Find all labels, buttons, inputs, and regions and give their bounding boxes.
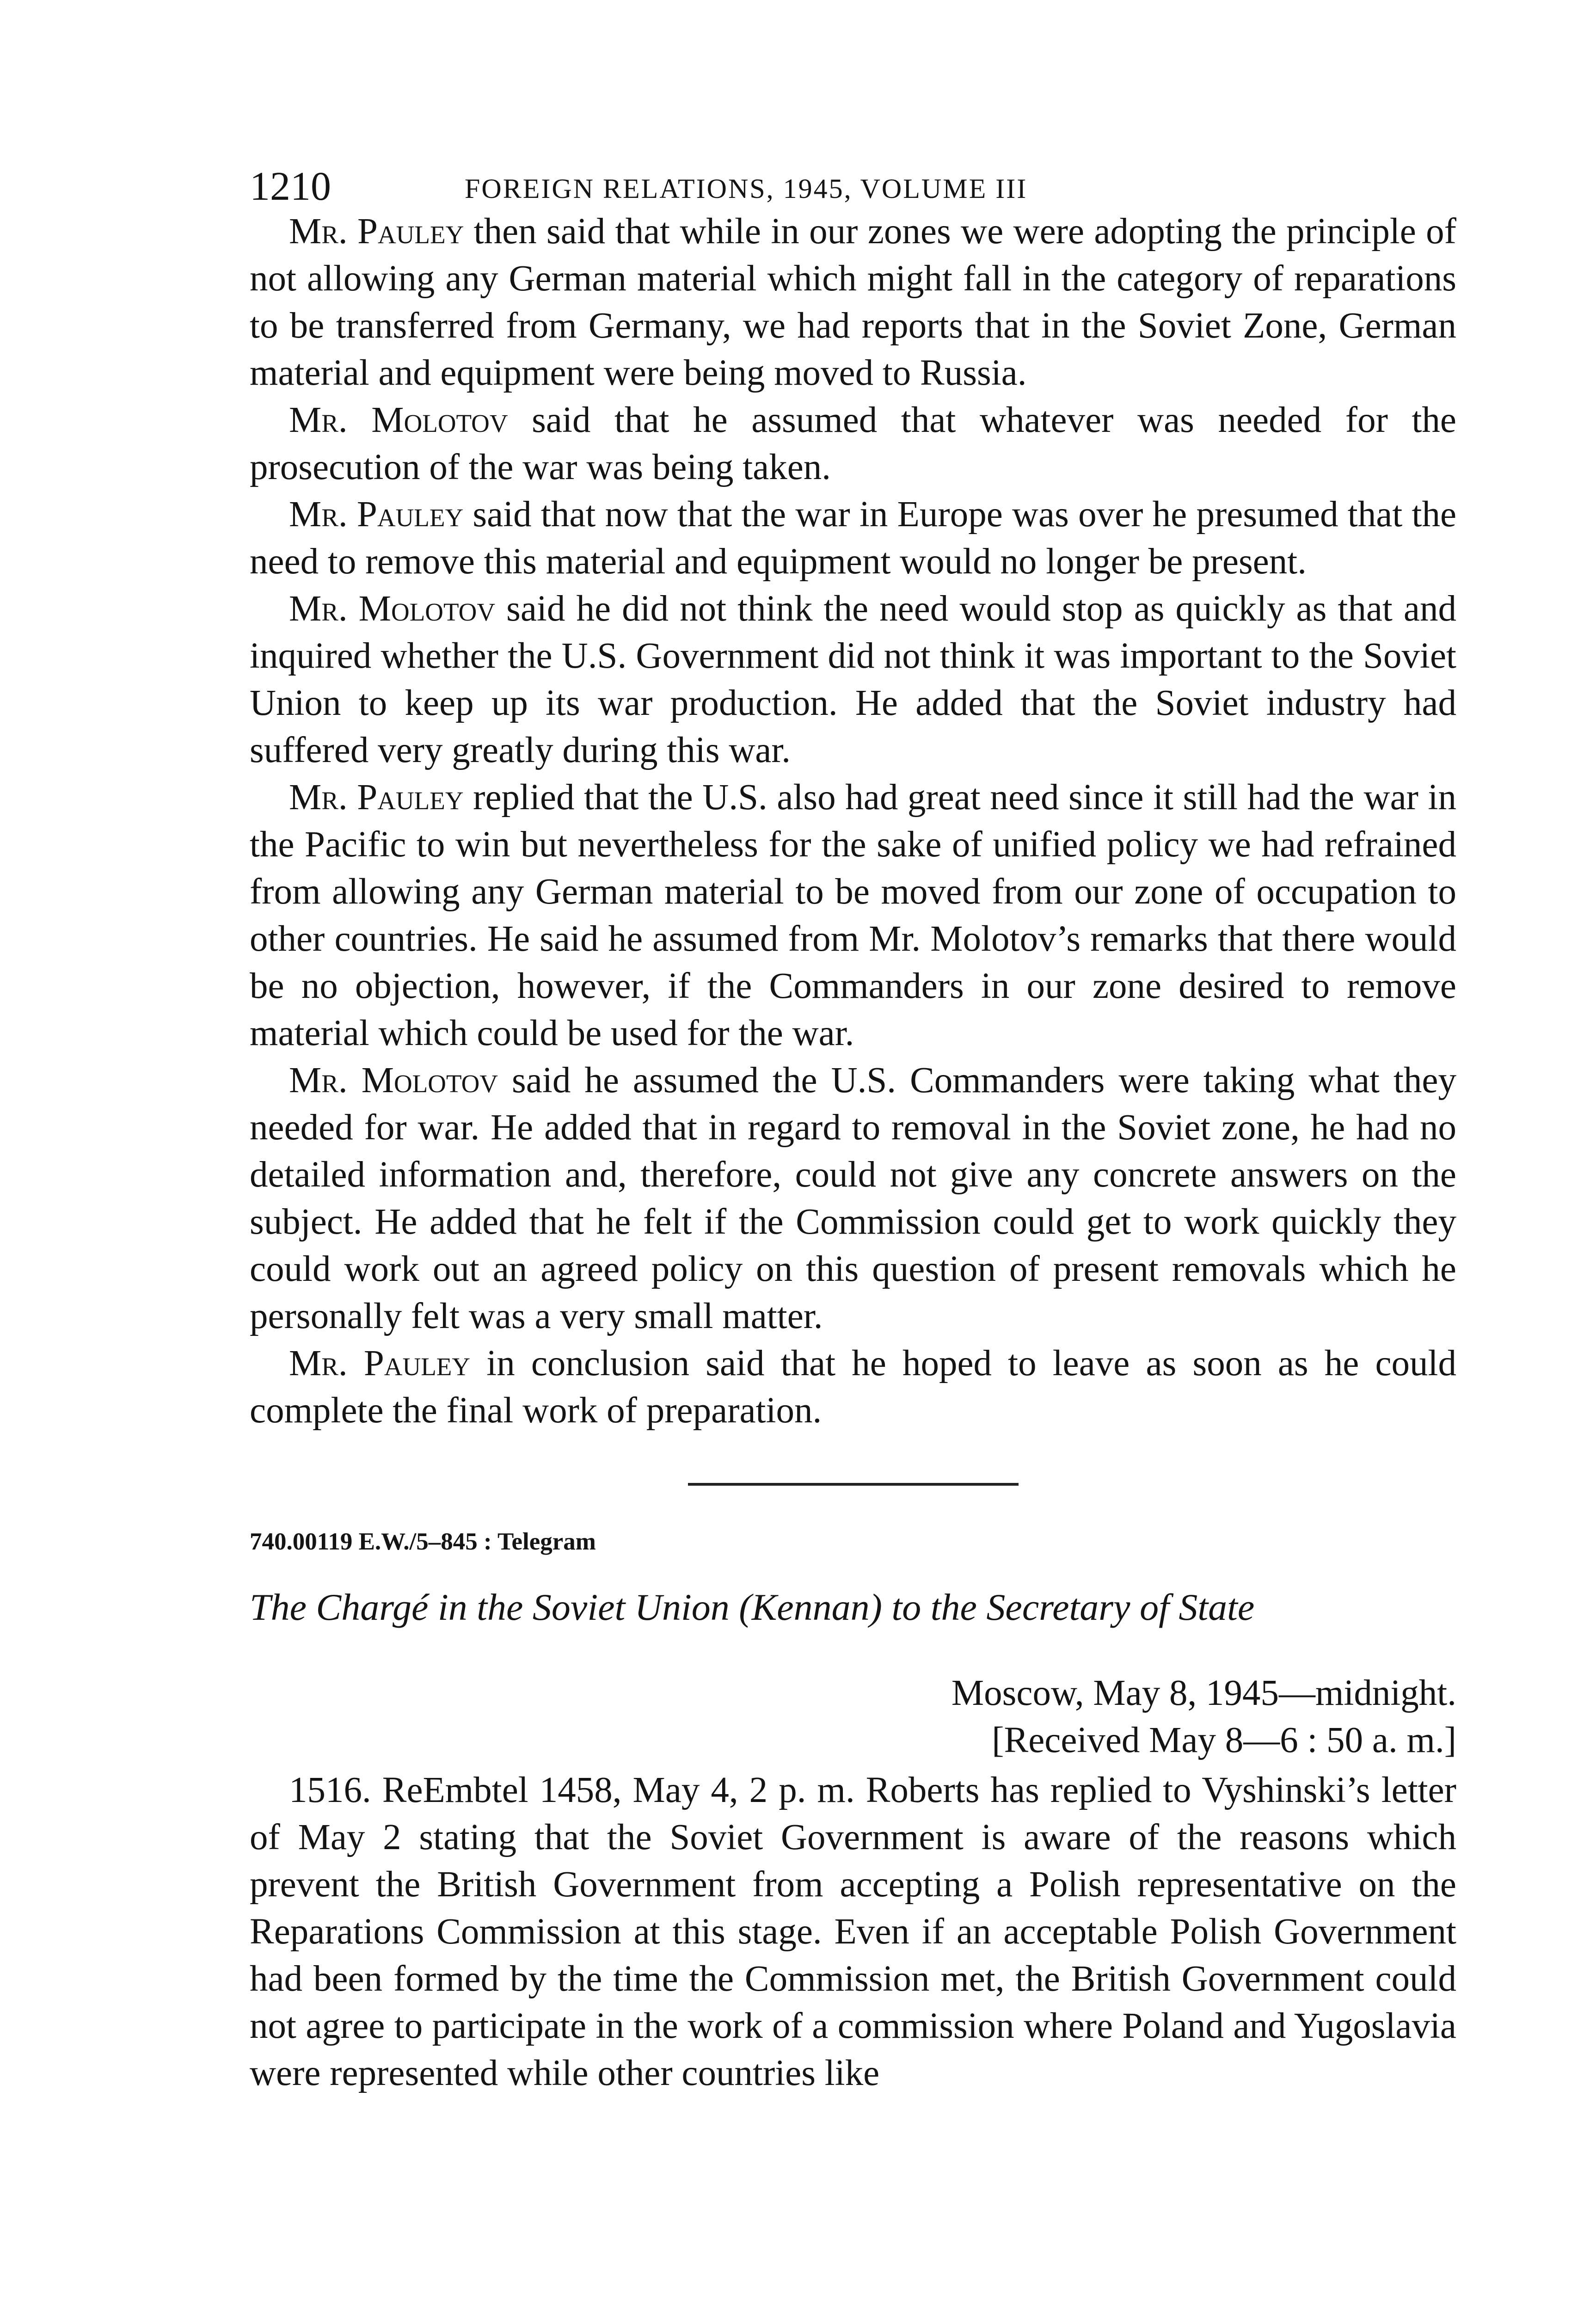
document-title: The Chargé in the Soviet Union (Kennan) to the Secretary of State xyxy=(250,1586,1255,1628)
running-head: FOREIGN RELATIONS, 1945, VOLUME III xyxy=(465,173,1028,204)
paragraph-text: replied that the U.S. also had great need since it still had the war in the Pacific to win but nevertheless for the sake of unified policy we had refrained from allowing any German material to be moved from our zone of occupation to other countries. He said he assumed from Mr. Molotov’s remarks that there would be no objection, however, if the Commanders in our zone desired to remove material which could be used for the war. xyxy=(250,777,1456,1053)
speaker-name: Mr. Pauley xyxy=(289,211,464,252)
speaker-name: Mr. Pauley xyxy=(289,1343,471,1384)
paragraph-text: said he did not think the need would stop as quickly as that and inquired whether the U.S. Government did not think it was important to the Soviet Union to keep up its war production. He added that the Soviet industry had suffered very greatly during this war. xyxy=(250,589,1456,770)
paragraph xyxy=(250,585,1456,774)
paragraph xyxy=(250,1057,1456,1340)
paragraph xyxy=(250,774,1456,1057)
speaker-name: Mr. Molotov xyxy=(289,1060,498,1101)
dateline: Moscow, May 8, 1945—midnight. xyxy=(951,1673,1456,1713)
page-number: 1210 xyxy=(250,164,331,209)
paragraph-text: in conclusion said that he hoped to leave as soon as he could complete the final work of preparation. xyxy=(250,1343,1456,1431)
paragraph xyxy=(250,1340,1456,1434)
telegram-text: 1516. ReEmbtel 1458, May 4, 2 p. m. Roberts has replied to Vyshinski’s letter of May 2 stating that the Soviet Government is aware of the reasons which prevent the British Government from accepting a Polish representative on the Reparations Commission at this stage. Even if an acceptable Polish Government had been formed by the time the Commission met, the British Government could not agree to participate in the work of a commission where Poland and Yugoslavia were represented while other countries like xyxy=(250,1770,1456,2093)
speaker-name: Mr. Pauley xyxy=(289,494,464,535)
file-reference: 740.00119 E.W./5–845 : Telegram xyxy=(250,1528,596,1555)
section-divider xyxy=(688,1483,1019,1486)
document-page xyxy=(250,139,1456,2097)
paragraph xyxy=(250,491,1456,585)
speaker-name: Mr. Molotov xyxy=(289,589,496,629)
conversation-body xyxy=(250,208,1456,1434)
paragraph xyxy=(250,397,1456,491)
speaker-name: Mr. Molotov xyxy=(289,400,508,440)
page-header xyxy=(250,139,1456,208)
speaker-name: Mr. Pauley xyxy=(289,777,464,818)
paragraph-text: said that he assumed that whatever was needed for the prosecution of the war was being taken. xyxy=(250,400,1456,487)
paragraph-text: said he assumed the U.S. Commanders were taking what they needed for war. He added that in regard to removal in the Soviet zone, he had no detailed information and, therefore, could not give any concrete answers on the subject. He added that he felt if the Commission could get to work quickly they could work out an agreed policy on this question of present removals which he personally felt was a very small matter. xyxy=(250,1060,1456,1336)
paragraph-text: said that now that the war in Europe was over he presumed that the need to remove this material and equipment would no longer be present. xyxy=(250,494,1457,582)
received-line: [Received May 8—6 : 50 a. m.] xyxy=(992,1720,1456,1760)
paragraph xyxy=(250,208,1456,397)
paragraph-text: then said that while in our zones we were adopting the principle of not allowing any German material which might fall in the category of reparations to be transferred from Germany, we had reports that in the Soviet Zone, German material and equipment were being moved to Russia. xyxy=(250,211,1456,393)
